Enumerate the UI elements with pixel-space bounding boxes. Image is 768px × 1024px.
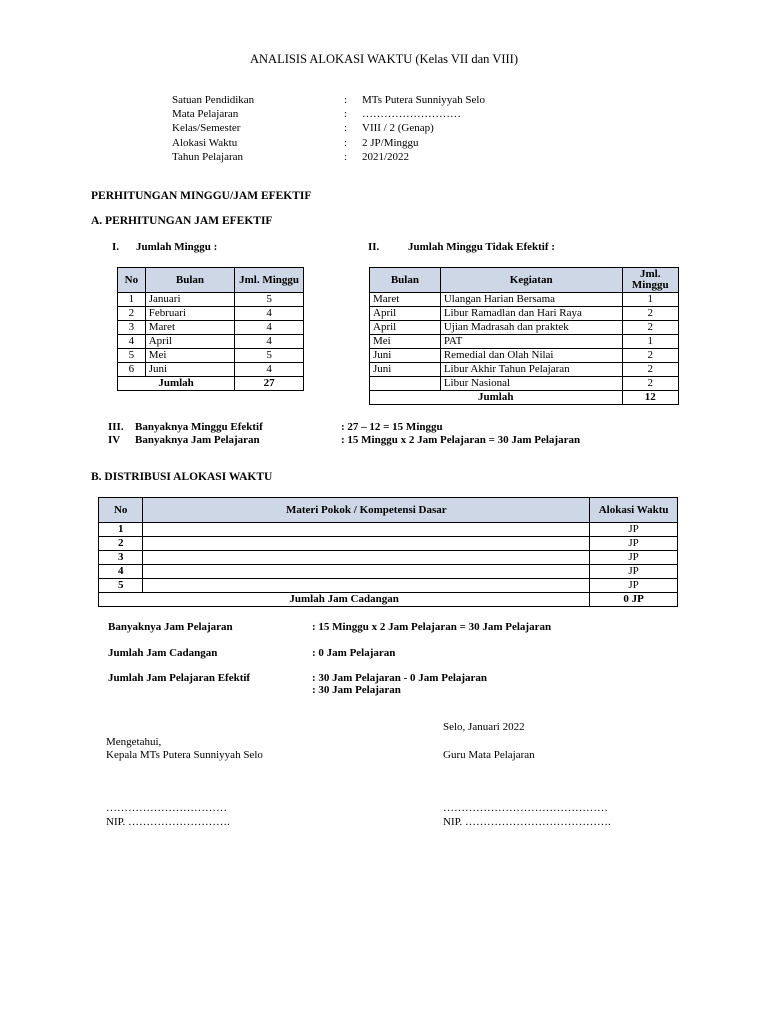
- info-colon: :: [344, 108, 348, 120]
- table-cell: Libur Ramadlan dan Hari Raya: [440, 307, 622, 321]
- jumlah-minggu-table: [117, 267, 304, 391]
- table-cell: April: [145, 335, 234, 349]
- table-cell: 5: [118, 349, 146, 363]
- table-row: [118, 335, 304, 349]
- sub-heading-2-label: Jumlah Minggu Tidak Efektif :: [408, 241, 555, 253]
- info-value: VIII / 2 (Genap): [362, 122, 434, 134]
- table-cell: April: [370, 307, 441, 321]
- table-header: Bulan: [370, 268, 441, 293]
- section-heading-b: B. DISTRIBUSI ALOKASI WAKTU: [91, 471, 273, 483]
- table-header: Jml. Minggu: [235, 268, 304, 293]
- table-cell: 3: [118, 321, 146, 335]
- total-value: 0 JP: [590, 593, 678, 607]
- guru-nip: NIP. ………………………………….: [443, 816, 611, 828]
- info-label: Mata Pelajaran: [172, 108, 239, 120]
- table-row: [99, 523, 678, 537]
- table-cell: Mei: [370, 335, 441, 349]
- info-colon: :: [344, 94, 348, 106]
- table-header: Bulan: [145, 268, 234, 293]
- info-label: Alokasi Waktu: [172, 137, 238, 149]
- table-cell: 3: [99, 551, 143, 565]
- table-cell: 4: [235, 335, 304, 349]
- total-label: Jumlah Jam Cadangan: [99, 593, 590, 607]
- table-cell: 4: [118, 335, 146, 349]
- document-title: ANALISIS ALOKASI WAKTU (Kelas VII dan VIII): [249, 52, 519, 66]
- table-row: [370, 349, 679, 363]
- line4-label: Banyaknya Jam Pelajaran: [135, 434, 260, 446]
- summary-value: : 30 Jam Pelajaran - 0 Jam Pelajaran: [312, 672, 488, 684]
- table-header: No: [99, 498, 143, 523]
- info-colon: :: [344, 151, 348, 163]
- total-label: Jumlah: [370, 391, 623, 405]
- kepala-label: Kepala MTs Putera Sunniyyah Selo: [106, 749, 263, 761]
- table-cell: Mei: [145, 349, 234, 363]
- table-cell: 2: [622, 349, 678, 363]
- line4-num: IV: [108, 434, 121, 446]
- kepala-name-line: ……………………………: [106, 802, 227, 814]
- table-cell: 2: [622, 307, 678, 321]
- table-total-row: [370, 391, 679, 405]
- table-cell: Ujian Madrasah dan praktek: [440, 321, 622, 335]
- table-header-row: [370, 268, 679, 293]
- summary-label: Banyaknya Jam Pelajaran: [108, 621, 233, 633]
- table-cell: [143, 551, 590, 565]
- summary-value: : 15 Minggu x 2 Jam Pelajaran = 30 Jam Pelajaran: [312, 621, 552, 633]
- info-label: Kelas/Semester: [172, 122, 241, 134]
- table-cell: JP: [590, 579, 678, 593]
- total-value: 27: [235, 377, 304, 391]
- info-label: Satuan Pendidikan: [172, 94, 255, 106]
- table-cell: JP: [590, 551, 678, 565]
- table-cell: 6: [118, 363, 146, 377]
- table-total-row: [99, 593, 678, 607]
- info-value: ………………………: [362, 108, 461, 120]
- mengetahui-label: Mengetahui,: [106, 736, 162, 748]
- line3-value: : 27 – 12 = 15 Minggu: [341, 421, 443, 433]
- table-cell: 1: [118, 293, 146, 307]
- table-cell: 2: [622, 321, 678, 335]
- info-value: 2 JP/Minggu: [362, 137, 419, 149]
- table-row: [370, 363, 679, 377]
- table-row: [118, 293, 304, 307]
- info-value: 2021/2022: [362, 151, 410, 163]
- minggu-tidak-efektif-table: [369, 267, 679, 405]
- sub-heading-2-num: II.: [368, 241, 380, 253]
- table-row: [118, 307, 304, 321]
- info-value: MTs Putera Sunniyyah Selo: [362, 94, 485, 106]
- summary-label: Jumlah Jam Pelajaran Efektif: [108, 672, 251, 684]
- table-cell: 4: [235, 363, 304, 377]
- table-row: [99, 537, 678, 551]
- table-header: Alokasi Waktu: [590, 498, 678, 523]
- distribusi-alokasi-table: [98, 497, 678, 607]
- table-row: [118, 349, 304, 363]
- summary-value: : 0 Jam Pelajaran: [312, 647, 396, 659]
- table-cell: Juni: [145, 363, 234, 377]
- table-cell: [143, 537, 590, 551]
- table-header-row: [118, 268, 304, 293]
- sub-heading-1-label: Jumlah Minggu :: [136, 241, 218, 253]
- table-header: Kegiatan: [440, 268, 622, 293]
- table-cell: 5: [235, 293, 304, 307]
- table-cell: Libur Akhir Tahun Pelajaran: [440, 363, 622, 377]
- table-cell: JP: [590, 565, 678, 579]
- table-cell: [143, 579, 590, 593]
- table-row: [99, 551, 678, 565]
- table-cell: 1: [99, 523, 143, 537]
- info-colon: :: [344, 137, 348, 149]
- table-row: [118, 363, 304, 377]
- table-row: [370, 335, 679, 349]
- table-header: No: [118, 268, 146, 293]
- kepala-nip: NIP. ……………………….: [106, 816, 230, 828]
- table-cell: [143, 523, 590, 537]
- place-date: Selo, Januari 2022: [443, 721, 525, 733]
- table-row: [118, 321, 304, 335]
- table-row: [99, 579, 678, 593]
- total-label: Jumlah: [118, 377, 235, 391]
- table-cell: Januari: [145, 293, 234, 307]
- summary-value-2: : 30 Jam Pelajaran: [312, 684, 401, 696]
- table-cell: [143, 565, 590, 579]
- line3-num: III.: [108, 421, 124, 433]
- table-header-row: [99, 498, 678, 523]
- line4-value: : 15 Minggu x 2 Jam Pelajaran = 30 Jam Pelajaran: [341, 434, 581, 446]
- table-cell: Juni: [370, 349, 441, 363]
- table-total-row: [118, 377, 304, 391]
- table-cell: Februari: [145, 307, 234, 321]
- table-cell: JP: [590, 537, 678, 551]
- table-cell: 1: [622, 293, 678, 307]
- table-cell: 2: [99, 537, 143, 551]
- info-label: Tahun Pelajaran: [172, 151, 244, 163]
- table-row: [99, 565, 678, 579]
- sub-heading-1-num: I.: [112, 241, 120, 253]
- table-header: Jml. Minggu: [622, 268, 678, 293]
- table-row: [370, 321, 679, 335]
- section-heading-main: PERHITUNGAN MINGGU/JAM EFEKTIF: [91, 190, 312, 202]
- guru-name-line: ………………………………………: [443, 802, 608, 814]
- table-cell: 2: [622, 377, 678, 391]
- table-cell: Juni: [370, 363, 441, 377]
- info-colon: :: [344, 122, 348, 134]
- table-cell: 4: [235, 307, 304, 321]
- table-cell: 5: [99, 579, 143, 593]
- table-cell: JP: [590, 523, 678, 537]
- line3-label: Banyaknya Minggu Efektif: [135, 421, 263, 433]
- table-row: [370, 377, 679, 391]
- table-cell: 2: [118, 307, 146, 321]
- table-row: [370, 293, 679, 307]
- table-cell: Maret: [370, 293, 441, 307]
- table-cell: 2: [622, 363, 678, 377]
- table-row: [370, 307, 679, 321]
- summary-label: Jumlah Jam Cadangan: [108, 647, 218, 659]
- table-cell: 5: [235, 349, 304, 363]
- table-cell: Ulangan Harian Bersama: [440, 293, 622, 307]
- total-value: 12: [622, 391, 678, 405]
- table-cell: April: [370, 321, 441, 335]
- guru-label: Guru Mata Pelajaran: [443, 749, 535, 761]
- table-cell: 4: [99, 565, 143, 579]
- table-cell: 4: [235, 321, 304, 335]
- table-cell: Maret: [145, 321, 234, 335]
- table-cell: [370, 377, 441, 391]
- table-cell: PAT: [440, 335, 622, 349]
- table-cell: 1: [622, 335, 678, 349]
- table-cell: Libur Nasional: [440, 377, 622, 391]
- table-cell: Remedial dan Olah Nilai: [440, 349, 622, 363]
- section-heading-a: A. PERHITUNGAN JAM EFEKTIF: [91, 215, 273, 227]
- table-header: Materi Pokok / Kompetensi Dasar: [143, 498, 590, 523]
